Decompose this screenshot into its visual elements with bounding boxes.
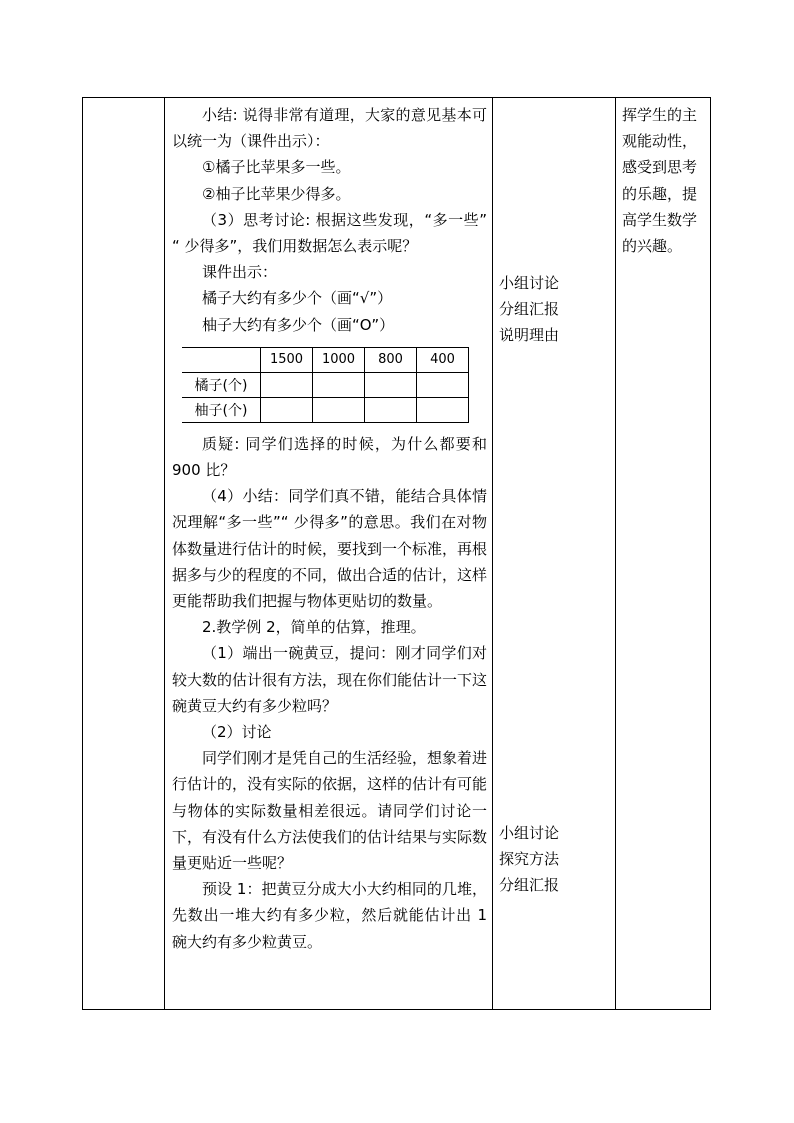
pomelo-question: 柚子大约有多少个（画“O”） bbox=[202, 315, 395, 334]
table-cell bbox=[261, 372, 313, 397]
preset-paragraph: 预设 1：把黄豆分成大小大约相同的几堆，先数出一堆大约有多少粒，然后就能估计出 1 碗大约有多少粒黄豆。 bbox=[172, 880, 487, 951]
courseware-label: 课件出示： bbox=[202, 263, 278, 282]
table-header-row bbox=[182, 347, 469, 372]
activity-item: 说明理由 bbox=[499, 326, 560, 345]
conclusion-item: ①橘子比苹果多一些。 bbox=[202, 158, 351, 177]
table-cell bbox=[417, 372, 469, 397]
activity-group bbox=[493, 270, 559, 349]
estimate-table bbox=[182, 347, 469, 423]
student-activity-cell bbox=[493, 98, 616, 1009]
table-header-cell: 1500 bbox=[261, 347, 313, 372]
activity-item: 探究方法 bbox=[499, 850, 560, 869]
example-heading: 2.教学例 2，简单的估算，推理。 bbox=[202, 618, 426, 637]
activity-item: 分组汇报 bbox=[499, 300, 560, 319]
summary-paragraph: （4）小结：同学们真不错，能结合具体情况理解“多一些”“ 少得多”的意思。我们在对物体数量进行估计的时候，要找到一个标准，再根据多与少的程度的不同，做出合适的估计，这样更能帮助我们把握与物体更贴切的数量。 bbox=[172, 487, 488, 611]
lesson-table bbox=[82, 97, 711, 1010]
orange-question: 橘子大约有多少个（画“√”） bbox=[202, 289, 393, 308]
table-cell bbox=[313, 372, 365, 397]
summary-paragraph: 小结: 说得非常有道理，大家的意见基本可以统一为（课件出示）： bbox=[172, 106, 487, 151]
activity-group bbox=[493, 820, 559, 899]
table-header-cell: 400 bbox=[417, 347, 469, 372]
table-header-cell: 800 bbox=[365, 347, 417, 372]
step-paragraph: （1）端出一碗黄豆，提问：刚才同学们对较大数的估计很有方法，现在你们能估计一下这碗黄豆大约有多少粒吗？ bbox=[172, 644, 488, 715]
table-row bbox=[182, 397, 469, 422]
activity-item: 小组讨论 bbox=[499, 274, 560, 292]
activity-item: 小组讨论 bbox=[499, 824, 560, 842]
table-header-cell: 1000 bbox=[313, 347, 365, 372]
teaching-process-cell bbox=[165, 98, 493, 1009]
table-cell bbox=[365, 372, 417, 397]
step-heading: （2）讨论 bbox=[202, 723, 272, 742]
table-cell bbox=[417, 397, 469, 422]
row-label: 橘子(个) bbox=[182, 372, 261, 397]
activity-item: 分组汇报 bbox=[499, 876, 560, 895]
design-note: 挥学生的主观能动性，感受到思考的乐趣，提高学生数学的兴趣。 bbox=[622, 106, 698, 256]
row-label: 柚子(个) bbox=[182, 397, 261, 422]
table-header-cell bbox=[182, 347, 261, 372]
table-cell bbox=[365, 397, 417, 422]
design-intent-cell bbox=[616, 98, 712, 1009]
discussion-paragraph: 同学们刚才是凭自己的生活经验，想象着进行估计的，没有实际的依据，这样的估计有可能与物体的实际数量相差很远。请同学们讨论一下，有没有什么方法使我们的估计结果与实际数量更贴近一些呢？ bbox=[172, 749, 488, 873]
question-paragraph: 质疑: 同学们选择的时候，为什么都要和 900 比？ bbox=[172, 434, 487, 480]
discussion-question: （3）思考讨论: 根据这些发现，“多一些” “ 少得多”，我们用数据怎么表示呢？ bbox=[172, 210, 487, 256]
conclusion-item: ②柚子比苹果少得多。 bbox=[202, 184, 351, 203]
table-cell bbox=[313, 397, 365, 422]
table-cell bbox=[261, 397, 313, 422]
table-row bbox=[182, 372, 469, 397]
